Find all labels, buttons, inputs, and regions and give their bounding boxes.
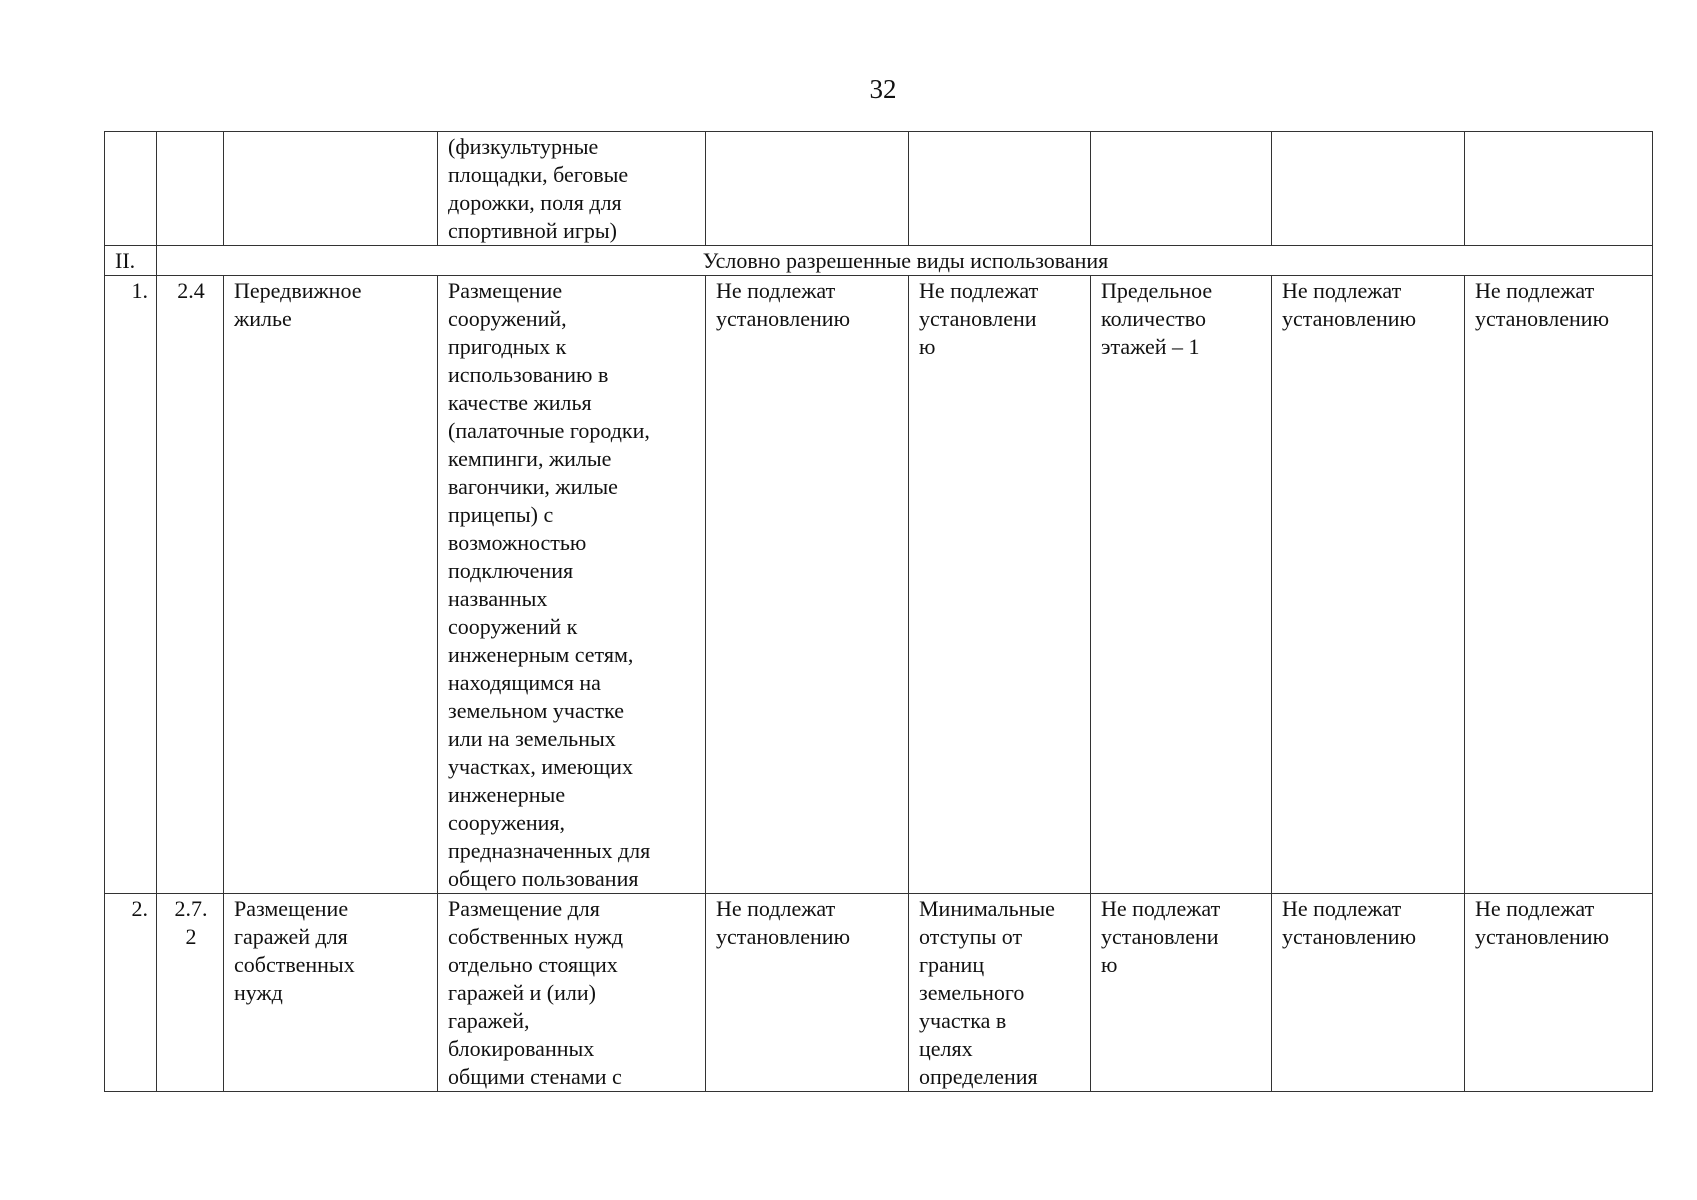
cell-c7: [1091, 132, 1272, 246]
cell-c6: Не подлежат установлени ю: [909, 276, 1091, 894]
cell-c7: Предельное количество этажей – 1: [1091, 276, 1272, 894]
cell-c9: [1465, 132, 1653, 246]
table-row: [105, 894, 1653, 1092]
table-row: [105, 276, 1653, 894]
cell-num: 1.: [105, 276, 157, 894]
cell-description: Размещение для собственных нужд отдельно стоящих гаражей и (или) гаражей, блокированных общими стенами с: [438, 894, 706, 1092]
cell-c8: Не подлежат установлению: [1272, 894, 1465, 1092]
cell-name: Передвижное жилье: [224, 276, 438, 894]
table-row-continued: [105, 132, 1653, 246]
cell-c9: Не подлежат установлению: [1465, 276, 1653, 894]
cell-code: 2.7. 2: [157, 894, 224, 1092]
cell-name: Размещение гаражей для собственных нужд: [224, 894, 438, 1092]
cell-c8: Не подлежат установлению: [1272, 276, 1465, 894]
cell-c8: [1272, 132, 1465, 246]
cell-code: [157, 132, 224, 246]
section-number: II.: [105, 246, 157, 276]
cell-num: 2.: [105, 894, 157, 1092]
page-number: 32: [869, 74, 897, 104]
cell-c9: Не подлежат установлению: [1465, 894, 1653, 1092]
cell-c5: Не подлежат установлению: [706, 894, 909, 1092]
cell-num: [105, 132, 157, 246]
regulations-table: [104, 131, 1653, 1092]
cell-description: Размещение сооружений, пригодных к использованию в качестве жилья (палаточные городки, кемпинги, жилые вагончики, жилые прицепы) с возможностью подключения названных сооружений к инженерным сетям, находящимся на земельном участке или на земельных участках, имеющих инженерные сооружения, предназначенных для общего пользования: [438, 276, 706, 894]
cell-c6: [909, 132, 1091, 246]
cell-name: [224, 132, 438, 246]
cell-code: 2.4: [157, 276, 224, 894]
section-header-row: [105, 246, 1653, 276]
cell-c5: [706, 132, 909, 246]
cell-c5: Не подлежат установлению: [706, 276, 909, 894]
cell-c6: Минимальные отступы от границ земельного участка в целях определения: [909, 894, 1091, 1092]
cell-description: (физкультурные площадки, беговые дорожки, поля для спортивной игры): [438, 132, 706, 246]
cell-c7: Не подлежат установлени ю: [1091, 894, 1272, 1092]
section-title: Условно разрешенные виды использования: [157, 246, 1653, 276]
